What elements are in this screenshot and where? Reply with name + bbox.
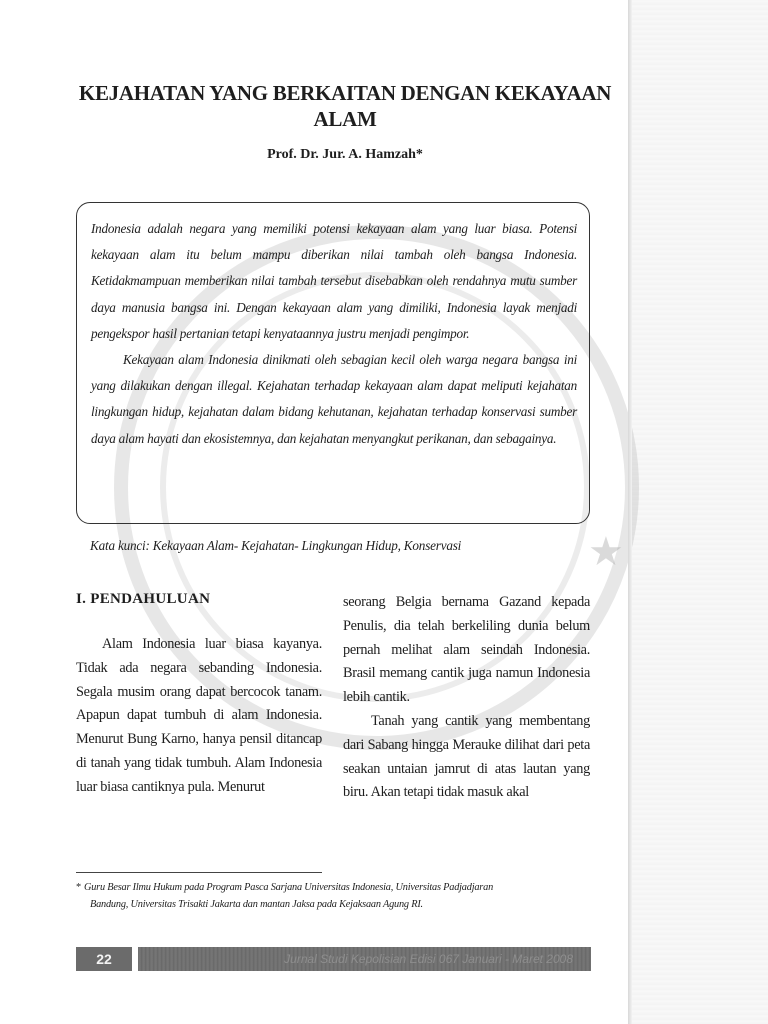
right-column [343, 591, 590, 805]
right-column-paragraph-2: Tanah yang cantik yang membentang dari Sabang hingga Merauke dilihat dari peta seakan untaian jamrut di atas lautan yang biru. Akan tetapi tidak masuk akal [343, 712, 590, 801]
article-title: KEJAHATAN YANG BERKAITAN DENGAN KEKAYAAN ALAM [78, 81, 612, 131]
footnote-line-1: Guru Besar Ilmu Hukum pada Program Pasca Sarjana Universitas Indonesia, Universitas Padjadjaran [83, 882, 494, 893]
page-number: 22 [76, 947, 132, 971]
right-column-paragraph-1: seorang Belgia bernama Gazand kepada Penulis, dia telah berkeliling dunia belum pernah melihat alam seindah Indonesia. Brasil memang cantik juga namun Indonesia lebih cantik. [343, 594, 590, 706]
abstract-paragraph-2: Kekayaan alam Indonesia dinikmati oleh sebagian kecil oleh warga negara bangsa ini yang dilakukan dengan illegal. Kejahatan terhadap kekayaan alam dapat meliputi kejahatan lingkungan hidup, kejahatan dalam bidang kehutanan, kejahatan terhadap konservasi sumber daya alam hayati dan ekosistemnya, dan kejahatan menyangkut perikanan, dan sebagainya. [91, 352, 577, 446]
article-author: Prof. Dr. Jur. A. Hamzah* [267, 147, 423, 162]
footnote-divider [76, 872, 322, 873]
footnote-mark: * [76, 882, 81, 893]
page-footer [76, 947, 591, 971]
journal-name: Jurnal Studi Kepolisian Edisi 067 Januari - Maret 2008 [138, 947, 591, 971]
page-edge-shadow [628, 0, 632, 1024]
star-icon: ★ [588, 529, 624, 574]
left-column-paragraph: Alam Indonesia luar biasa kayanya. Tidak ada negara sebanding Indonesia. Segala musim orang dapat bercocok tanam. Apapun dapat tumbuh di alam Indonesia. Menurut Bung Karno, hanya pensil ditancap di tanah yang tidak tumbuh. Alam Indonesia luar biasa cantiknya pula. Menurut [76, 636, 322, 795]
footnote [76, 879, 591, 913]
abstract-paragraph-1: Indonesia adalah negara yang memiliki potensi kekayaan alam yang luar biasa. Potensi kekayaan alam itu belum mampu diberikan nilai tambah oleh bangsa Indonesia. Ketidakmampuan memberikan nilai tambah tersebut disebabkan oleh rendahnya mutu sumber daya manusia bangsa ini. Dengan kekayaan alam yang dimiliki, Indonesia layak menjadi pengekspor hasil pertanian tetapi kenyataannya justru menjadi pengimpor. [91, 221, 577, 341]
scan-background [632, 0, 768, 1024]
keywords: Kata kunci: Kekayaan Alam- Kejahatan- Lingkungan Hidup, Konservasi [90, 538, 462, 553]
abstract-box [76, 202, 590, 524]
footnote-line-2: Bandung, Universitas Trisakti Jakarta dan mantan Jaksa pada Kejaksaan Agung RI. [90, 899, 423, 910]
left-column [76, 633, 322, 800]
section-heading: I. PENDAHULUAN [76, 591, 211, 607]
